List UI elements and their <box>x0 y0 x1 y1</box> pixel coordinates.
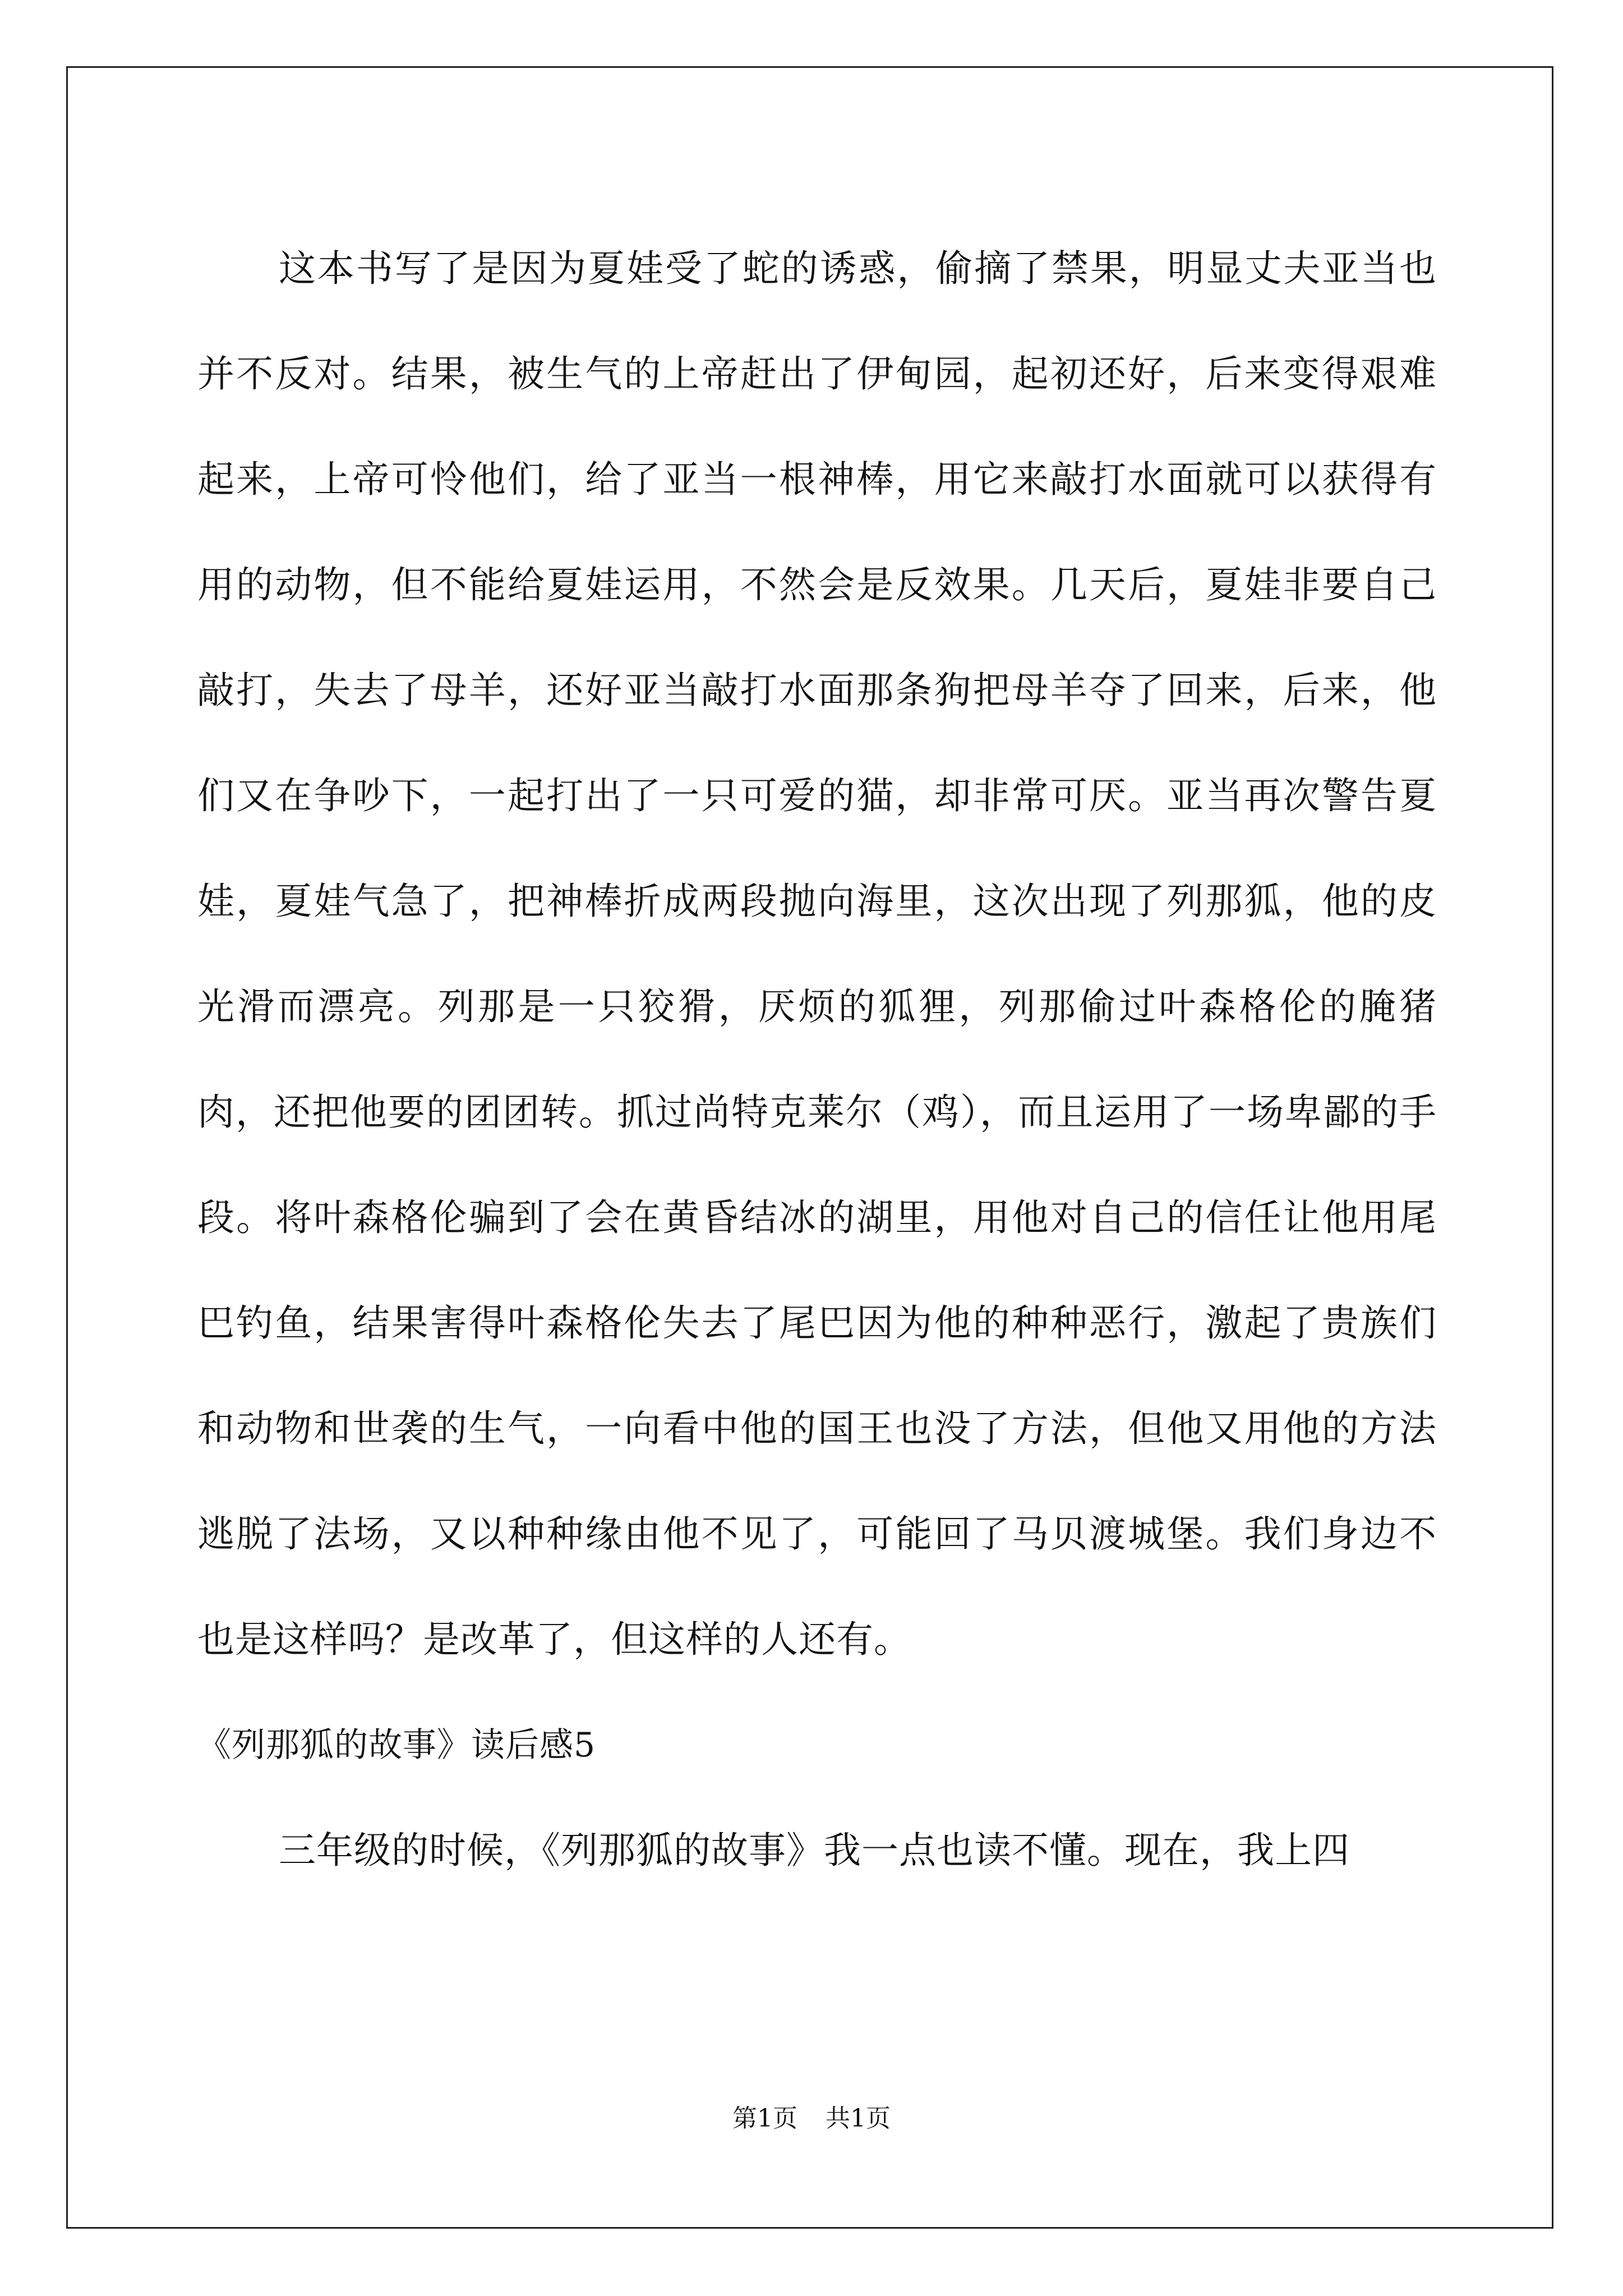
document-body <box>197 216 1437 1903</box>
paragraph: 三年级的时候，《列那狐的故事》我一点也读不懂。现在，我上四 <box>279 1829 1350 1872</box>
section-title: 《列那狐的故事》读后感5 <box>197 1726 596 1765</box>
paragraph: 这本书写了是因为夏娃受了蛇的诱惑，偷摘了禁果，明显丈夫亚当也并不反对。结果，被生气的上帝赶出了伊甸园，起初还好，后来变得艰难起来，上帝可怜他们，给了亚当一根神棒，用它来敲打水面就可以获得有用的动物，但不能给夏娃运用，不然会是反效果。几天后，夏娃非要自己敲打，失去了母羊，还好亚当敲打水面那条狗把母羊夺了回来，后来，他们又在争吵下，一起打出了一只可爱的猫，却非常可厌。亚当再次警告夏娃，夏娃气急了，把神棒折成两段抛向海里，这次出现了列那狐，他的皮光滑而漂亮。列那是一只狡猾，厌烦的狐狸，列那偷过叶森格伦的腌猪肉，还把他要的团团转。抓过尚特克莱尔（鸡），而且运用了一场卑鄙的手段。将叶森格伦骗到了会在黄昏结冰的湖里，用他对自己的信任让他用尾巴钓鱼，结果害得叶森格伦失去了尾巴因为他的种种恶行，激起了贵族们和动物和世袭的生气，一向看中他的国王也没了方法，但他又用他的方法逃脱了法场，又以种种缘由他不见了，可能回了马贝渡城堡。我们身边不也是这样吗？是改革了，但这样的人还有。 <box>197 247 1437 1661</box>
page-number: 第1页 <box>732 2104 797 2133</box>
page-footer <box>0 2098 1623 2134</box>
page-total: 共1页 <box>826 2104 891 2133</box>
